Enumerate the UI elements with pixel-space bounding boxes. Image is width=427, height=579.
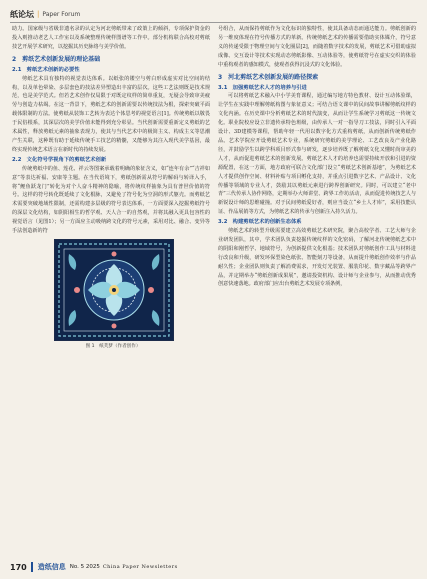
figure-caption: 图 1 纸芙梦（作者创作） xyxy=(85,343,141,349)
footer-divider xyxy=(31,562,33,572)
magazine-logo: 造纸信息 xyxy=(37,563,66,571)
paragraph-right-1: 号组合，从而保持剪纸作为文化标识的独特性，使其具备动态而通达能力。剪纸创新的另一维度体现在符号传播方式的革新。传统剪纸艺术的传播需要借助实体媒介，符号意义的传递受限于物理空间与文化圈层[2]，而随着数字技术的发展，剪纸艺术可借助虚拟成像、交互设计等技术实现动态剪纸影像、互动体验等，使剪纸符号在虚实交织的体验中重构观者的感知模式，使观者获得沉浸式的文化体验。 xyxy=(218,26,416,68)
paragraph-3-2: 剪纸艺术的转型升级需要建立高效剪纸艺术研究院，聚合高校学者、工艺大师与企业研发团队，其中，学术团队负责挖掘传统纹样的文化密码，了解河北传统剪纸艺术中的阴阳和刚哲学、地域符号，为创新提供文化根基；技术团队对剪纸创作工具与材料进行改良和升级，研发环保型染色纸张、智能刻刀等设备，从而提升剪纸创作效率与作品耐久性；企业团队则负责了解消费需求，开发灯光装置、服装印花、数字藏品等跨界产品，并定期举办“剪纸创新成果展”，邀请投资机构、设计师与企业参与，从而推动优秀创意快速落地。政府部门应出台剪纸艺术发展专项条例， xyxy=(218,228,416,288)
subsection-heading-2-1: 2.1 剪纸艺术创新的必要性 xyxy=(12,66,80,73)
left-column xyxy=(12,25,210,349)
paragraph-2-2: 传统剪纸中的鱼、莲花、祥云等图案承载着明确的象征含义，如“连年有余”“吉祥如意”等表达祈福、安康等主题。在当代语境下，剪纸创新需从符号的解码与转译入手，将“鲤鱼跃龙门”转化为对个人奋斗精神的隐喻，将传统纹样抽象为具有普世价值的符号。这样的符号转化既延续了文化根脉，又避免了符号化为空洞的形式躯壳。而剪纸艺术需要突破地域性限制，还需构建多层级的符号表达体系，一方面要深入挖掘剪纸符号的深层文化结构，如阴阳相生的哲学观、天人合一的自然观，并将其融入更具包容性的视觉语言（见图1）；另一方面应主动吸纳跨文化的符号元素，采用对比、融合、变异等手法创造新的符 xyxy=(12,165,210,235)
header-separator: | xyxy=(37,10,40,18)
section-heading-2: 2 剪纸艺术创新发展的理论基础 xyxy=(12,55,101,63)
paragraph-intro: 助力。国家级与省级非遗名录的认定为河北剪纸带来了政策上的倾斜，专项保护资金的投入则推动老艺人工作室以及系统整理传统样图谱等工作中。部分机构联合高校对剪纸技艺开展学术研究，以挖掘其历史脉络与美学价值。 xyxy=(12,26,210,50)
magazine-name-en: China Paper Newsletters xyxy=(102,564,178,570)
paper-cut-artwork-icon xyxy=(55,240,173,340)
running-footer xyxy=(10,560,417,574)
subsection-heading-3-2: 3.2 构建剪纸艺术的创新生态体系 xyxy=(218,219,302,226)
section-title-en: Paper Forum xyxy=(42,10,81,18)
issue-number: No. 5 2025 xyxy=(69,564,100,570)
subsection-heading-2-2: 2.2 文化符号学视角下的剪纸艺术创新 xyxy=(12,156,107,163)
page-number: 170 xyxy=(10,562,27,572)
subsection-heading-3-1: 3.1 加强剪纸艺术人才的培养与引进 xyxy=(218,84,307,91)
running-header xyxy=(10,6,417,23)
paper-cut-artwork-image xyxy=(54,239,174,341)
right-column xyxy=(218,25,416,289)
figure-1 xyxy=(54,239,172,349)
section-title-cn: 纸论坛 xyxy=(10,9,34,19)
paragraph-3-1: 可以将剪纸艺术融入中小学美育课程，通过编写地方特色教材、设计互动体验课，让学生在实践中理解剪纸构图与象征意义；可结合语文课中的民间故事讲解剪纸纹样的文化内涵。在历史课中分析剪纸艺术的时代演变，从而让学生系统学习剪纸这一传统文化。职业院校应设立非遗传承特色班级，由传承人一对一指导刀工技法，同时引入平面设计、3D建模等课程，帮助年轻一代用以数字化方式重构剪纸，从而创新传统剪纸作品。艺术学院应开设剪纸艺术专业，系统研究剪纸的美学理论、工艺改良及产业化路径，并鼓励学生以跨学科项目形式参与研发，逐步培养既了解剪纸文化又懂时尚审美的人才，从而促进剪纸艺术的创新发展。剪纸艺术人才的培养也需要持续开放和引进的资源配置，在这一方面，地方政府可联合文化部门设立“剪纸艺术创新基地”，为剪纸艺术人才提供创作空间、材料补贴与项目孵化支持，并重点引进数字艺术、产品设计、文化传播等领域的专业人才，鼓励其以剪纸元素进行跨界创新研究。同时，可以建立“老中青”三代传承人协作网络，定期举办大师讲堂、跨界工作坊活动，从而促进传统技艺人与新锐设计师的思维碰撞。对于民间剪纸爱好者，则应当设立“乡土人才库”，采用技能认证、作品展销等方式，为剪纸艺术的传承与创新注入持久活力。 xyxy=(218,93,416,216)
section-heading-3: 3 河北剪纸艺术创新发展的路径探索 xyxy=(218,73,319,81)
paragraph-2-1: 剪纸艺术具有独特的视觉表达体系。以纸张的镂空与剪白形成虚实对比空间的结构，以及单色晕染、多层套色的技法差异塑造出丰富的层次。这些工艺法则既是技术规范，也是美学范式。但若艺术创作仅局限于对既定纹样的简单重复，无疑会导致审美疲劳与创造力枯竭。在这一背景下，剪纸艺术的创新需要以传统技法为根，探索突破平面载体限制的方法。使剪纸从装饰工艺转为表达个体思考的视觉语言[1]。传统剪纸以敬畏于民俗根系，其深层次的美学价值未能得到充分彰显。当代创新需要重新定义剪纸的艺术属性，释放剪纸元素的抽象表现力，使其与当代艺术中的极简主义、构成主义等思潮产生关联，这种既有助于延续传统手工技艺的精髓，又能够为其注入现代美学基因，最终实现传统艺术语言在新时代的持续发展。 xyxy=(12,75,210,153)
